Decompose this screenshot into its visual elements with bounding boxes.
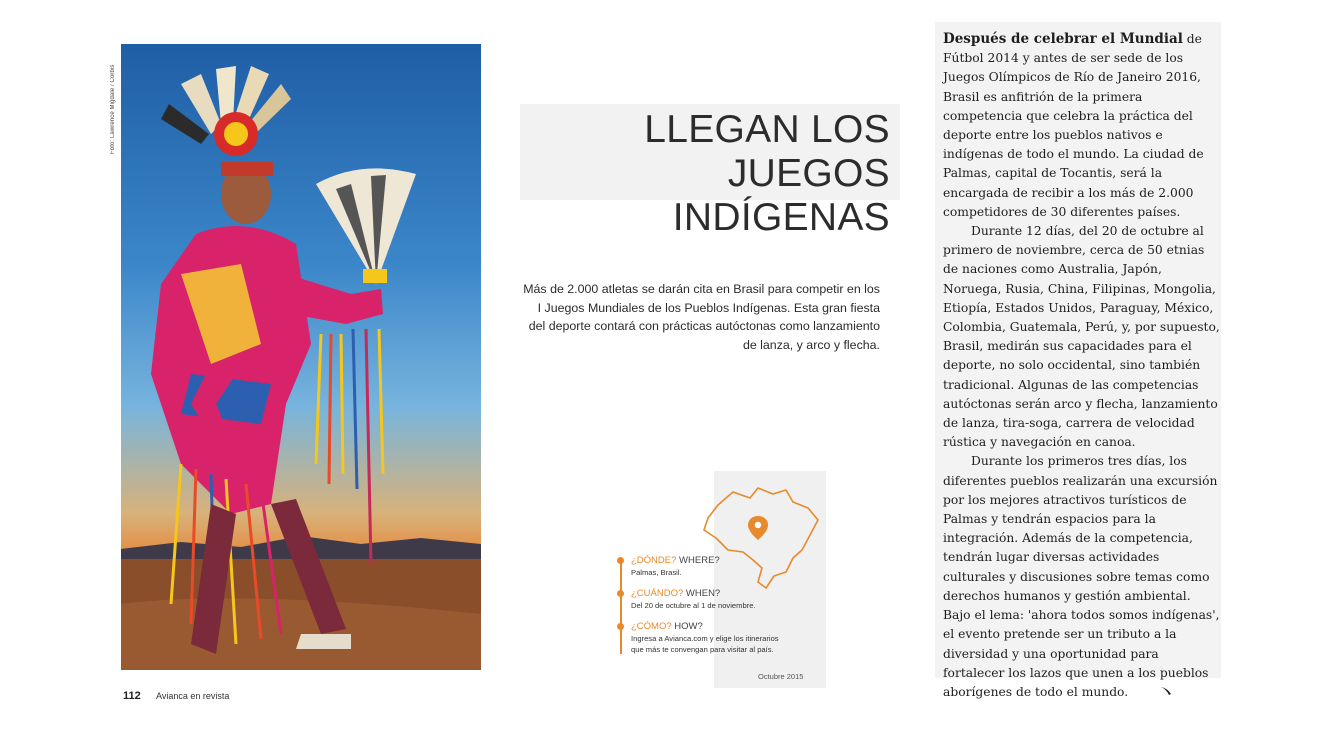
article-title: LLEGAN LOS JUEGOS INDÍGENAS [644,108,890,239]
issue-date: Octubre 2015 [758,672,804,681]
timeline-dot [617,590,624,597]
article-body [943,30,1221,702]
how-answer-line2: que más te convengan para visitar al país. [631,645,774,654]
brazil-map-icon [698,480,828,590]
paragraph-2: Durante 12 días, del 20 de octubre al primero de noviembre, cerca de 50 etnias de naciones como Australia, Japón, Noruega, Rusia, China, Filipinas, Mongolia, Etiopía, Estados Unidos, Paraguay, México, Colombia, Guatemala, Perú, y, por supuesto, Brasil, medirán sus capacidades para el deporte, no solo occidental, sino también tradicional. Algunas de las competencias autóctonas serán arco y flecha, lanzamiento de lanza, tira-soga, carrera de velocidad rústica y navegación en canoa. [943,224,1220,450]
lead-in: Después de celebrar el Mundial [943,31,1183,47]
dancer-illustration [121,44,481,670]
how-answer-line1: Ingresa a Avianca.com y elige los itinerarios [631,634,779,643]
where-answer: Palmas, Brasil. [631,568,682,577]
article-intro: Más de 2.000 atletas se darán cita en Brasil para competir en los I Juegos Mundiales de los Pueblos Indígenas. Esta gran fiesta del deporte contará con prácticas autóctonas como lanzamiento de lanza, y arco y flecha. [523,282,880,352]
when-answer: Del 20 de octubre al 1 de noviembre. [631,601,756,610]
paragraph-1: Después de celebrar el Mundial de Fútbol 2014 y antes de ser sede de los Juegos Olímpicos de Río de Janeiro 2016, Brasil es anfitrión de la primera competencia que celebra la práctica del deporte entre los pueblos nativos e indígenas de todo el mundo. La ciudad de Palmas, capital de Tocantis, será la encargada de recibir a los más de 2.000 competidores de 30 diferentes países. [943,31,1204,219]
page-number: 112 [123,690,141,702]
timeline-dot [617,623,624,630]
paragraph-3: Durante los primeros tres días, los diferentes pueblos realizarán una excursión por los mejores atractivos turísticos de Palmas y tendrán espacios para la integración. Además de la competencia, tendrán lugar diversas actividades culturales y discusiones sobre temas como derechos humanos y gestión ambiental. Bajo el lema: 'ahora todos somos indígenas', el evento pretende ser un tributo a la diversidad y una oportunidad para fortalecer los lazos que unen a los pueblos aborígenes de todo el mundo. [943,452,1221,702]
timeline-dot [617,557,624,564]
end-mark-icon [1132,683,1172,702]
photo-credit: Foto: Lawrence Migdale / Corbis [110,64,116,154]
where-question: ¿DÓNDE? WHERE? [631,555,720,566]
title-box [520,104,900,239]
publication-name: Avianca en revista [156,691,230,701]
timeline-line [620,560,622,654]
how-question: ¿CÓMO? HOW? [631,621,703,632]
when-question: ¿CUÁNDO? WHEN? [631,588,721,599]
dancer-photo [121,44,481,670]
